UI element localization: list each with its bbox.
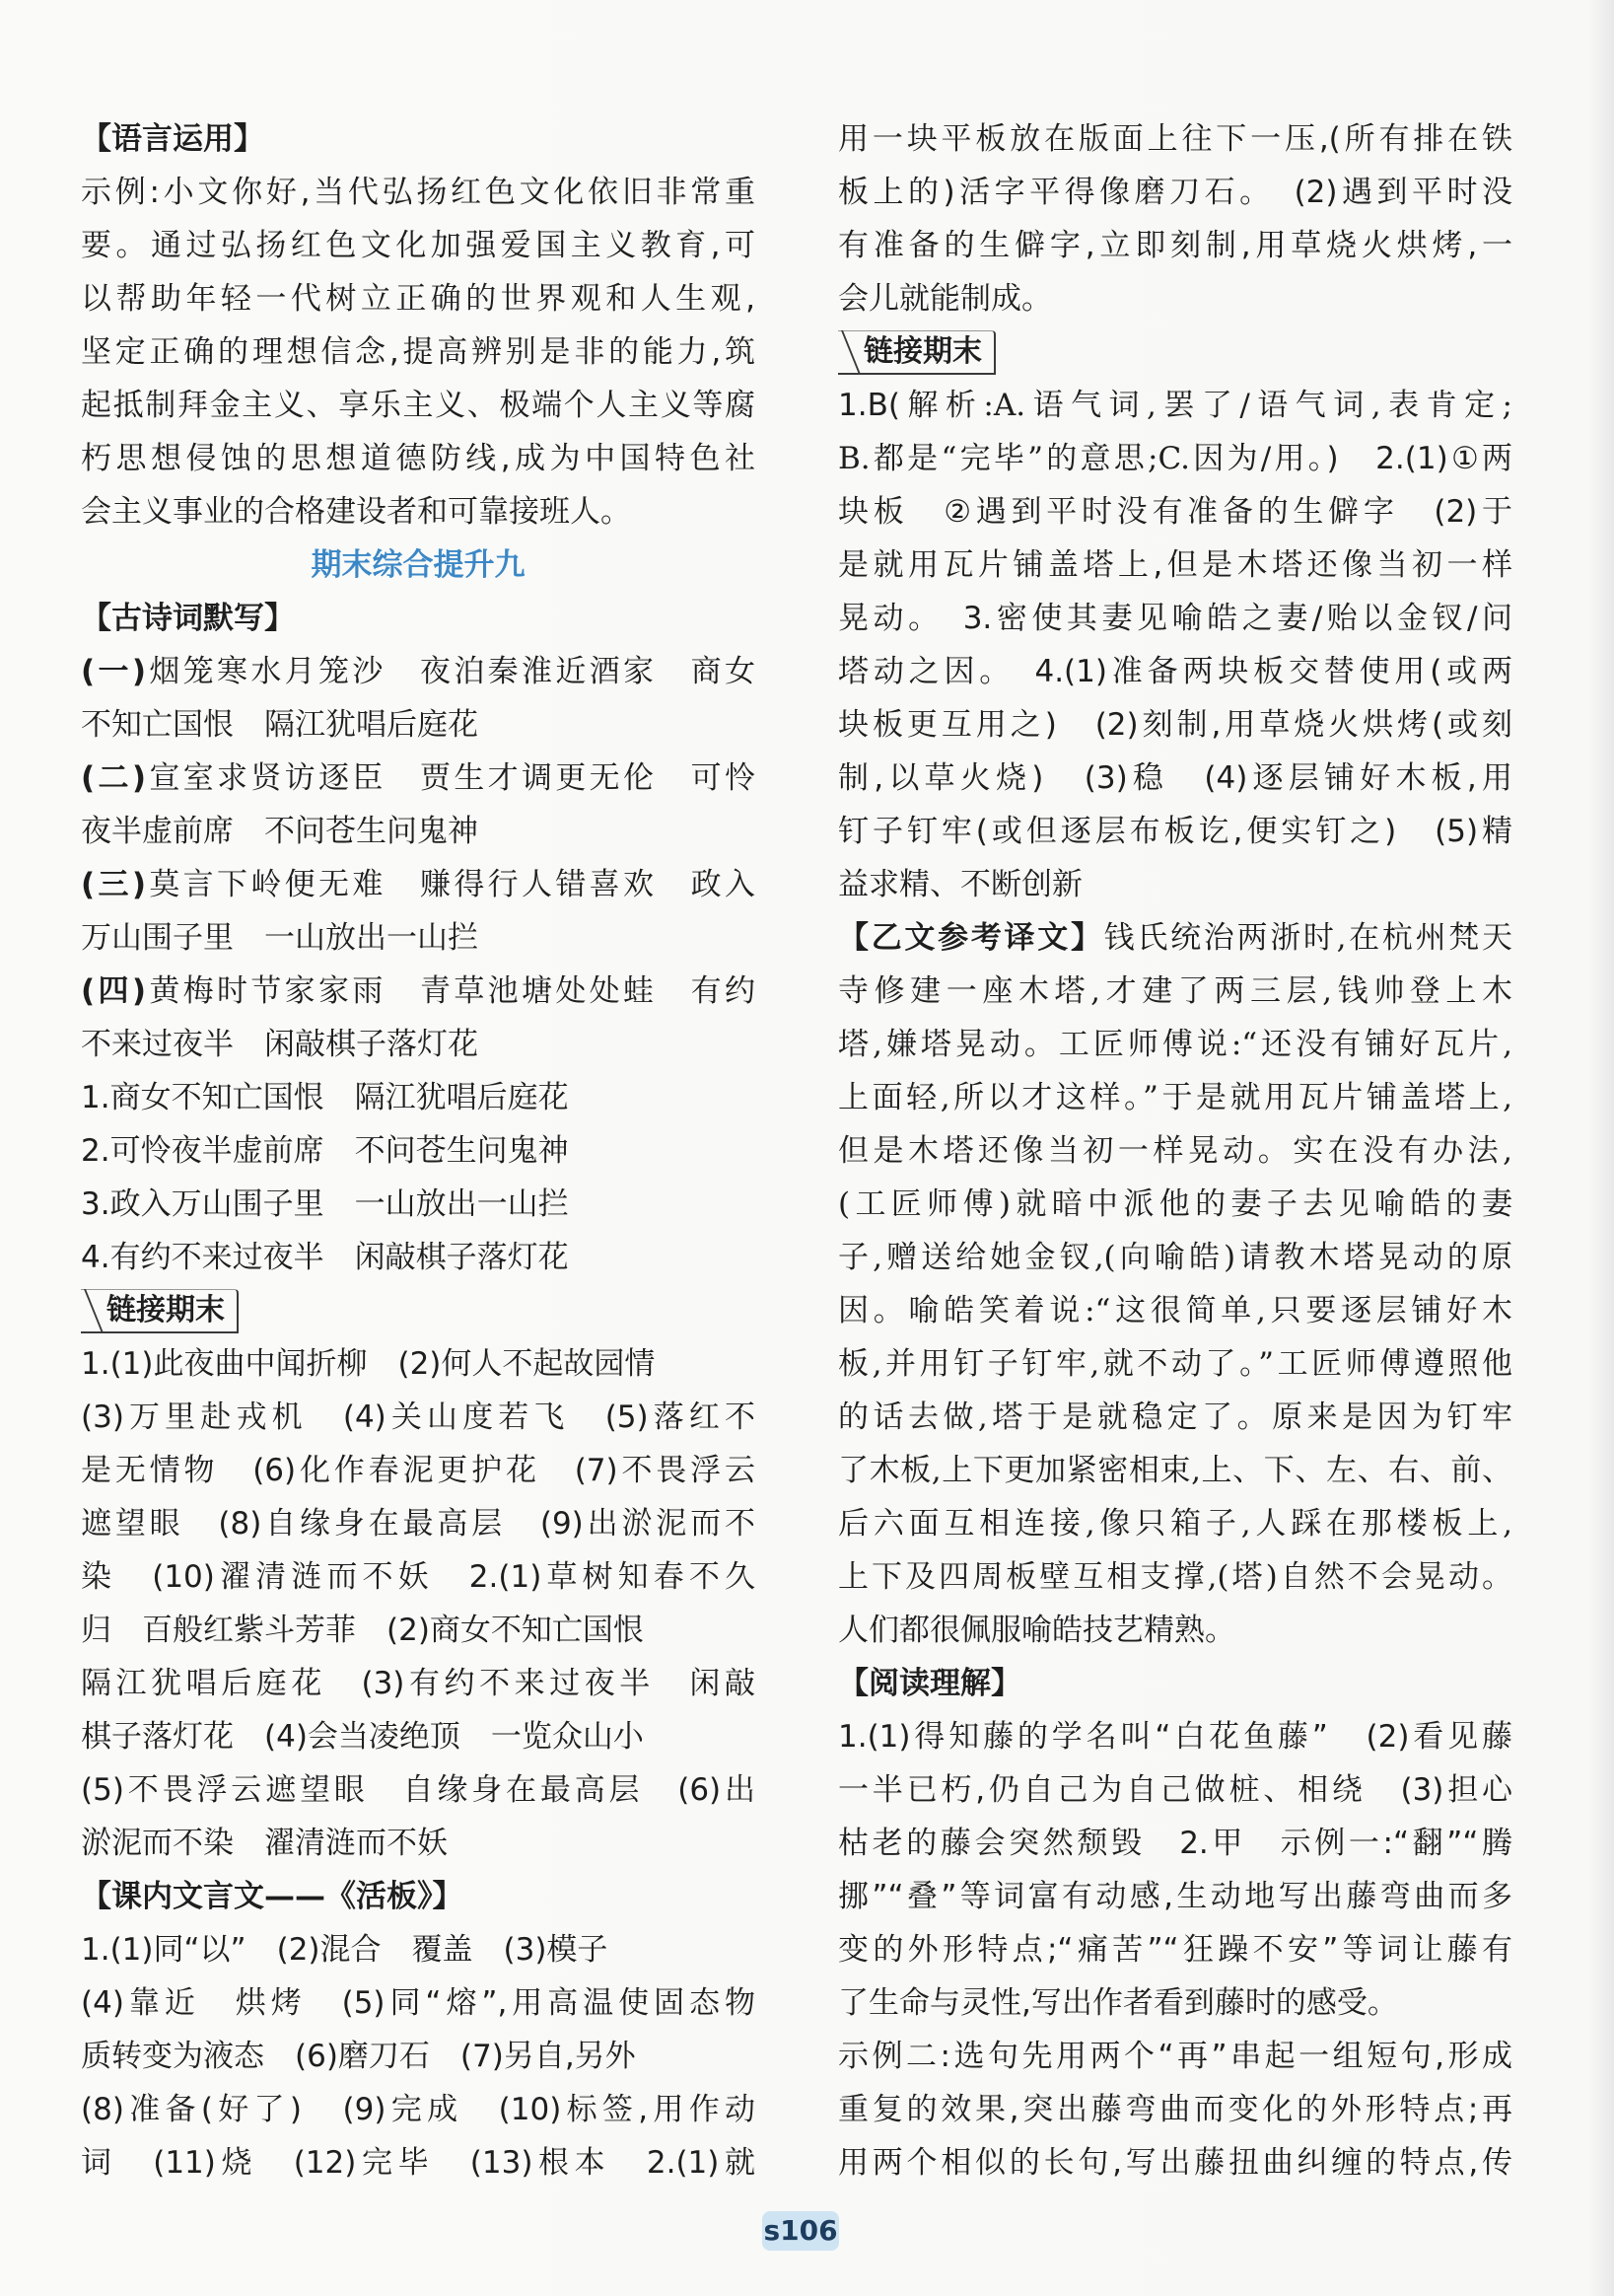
translation-line: 因。喻皓笑着说:“这很简单,只要逐层铺好木 (838, 1293, 1512, 1328)
translation-line: 上下及四周板壁互相支撑,(塔)自然不会晃动。 (838, 1559, 1512, 1595)
analysis-text: 解析:A.语气词,罢了/语气词,表肯定; (899, 388, 1512, 423)
poem-text: 莫言下岭便无难 赚得行人错喜欢 政入 (146, 867, 755, 902)
poem-line (81, 645, 755, 698)
answer-line: 要。通过弘扬红色文化加强爱国主义教育,可 (81, 228, 755, 263)
answer-line: 用一块平板放在版面上往下一压,(所有排在铁 (838, 121, 1512, 157)
poem-text: 宣室求贤访逐臣 贾生才调更无伦 可怜 (146, 760, 755, 796)
answer-line (838, 379, 1512, 432)
translation-line: 了木板,上下更加紧密相束,上、下、左、右、前、 (838, 1453, 1512, 1488)
poem-line (81, 752, 755, 805)
link-exam-row (81, 1284, 755, 1337)
poem-label: (一) (81, 654, 147, 689)
poem-line: 万山围子里 一山放出一山拦 (81, 920, 478, 956)
answer-line: (5)不畏浮云遮望眼 自缘身在最高层 (6)出 (81, 1772, 755, 1808)
answer-line: 1.(1)此夜曲中闻折柳 (2)何人不起故园情 (81, 1346, 656, 1382)
translation-line: 后六面互相连接,像只箱子,人踩在那楼板上, (838, 1506, 1512, 1542)
translation-line: 塔,嫌塔晃动。工匠师傅说:“还没有铺好瓦片, (838, 1027, 1512, 1062)
answer-line: 益求精、不断创新 (838, 867, 1083, 902)
answer-line: 晃动。 3.密使其妻见喻皓之妻/贻以金钗/问 (838, 601, 1512, 636)
answer-line: 淤泥而不染 濯清涟而不妖 (81, 1826, 448, 1861)
left-column (81, 112, 755, 2189)
answer-line: 归 百般红紫斗芳菲 (2)商女不知亡国恨 (81, 1613, 644, 1648)
poem-line (81, 965, 755, 1018)
poem-label: (四) (81, 973, 147, 1009)
translation-line: 子,赠送给她金钗,(向喻皓)请教木塔晃动的原 (838, 1240, 1512, 1275)
translation-line: 人们都很佩服喻皓技艺精熟。 (838, 1613, 1235, 1648)
answer-text: ) 2.(1)①两 (1326, 441, 1512, 476)
section-heading-classical-text: 【课内文言文——《活板》】 (81, 1879, 463, 1914)
link-exam-tag: 链接期末 (81, 1289, 239, 1333)
translation-line: 上面轻,所以才这样。”于是就用瓦片铺盖塔上, (838, 1080, 1512, 1115)
answer-line: 质转变为液态 (6)磨刀石 (7)另自,另外 (81, 2039, 636, 2074)
answer-line: 了生命与灵性,写出作者看到藤时的感受。 (838, 1985, 1398, 2021)
section-heading-reading: 【阅读理解】 (838, 1666, 1021, 1701)
answer-line: 块板 ②遇到平时没有准备的生僻字 (2)于 (838, 494, 1512, 530)
answer-line: 1.(1)得知藤的学名叫“白花鱼藤” (2)看见藤 (838, 1719, 1512, 1755)
answer-line: 示例二:选句先用两个“再”串起一组短句,形成 (838, 2039, 1512, 2074)
answer-line: 3.政入万山围子里 一山放出一山拦 (81, 1186, 569, 1222)
translation-line (838, 911, 1512, 965)
answer-line: 挪”“叠”等词富有动感,生动地写出藤弯曲而多 (838, 1879, 1512, 1914)
answer-line: 1.(1)同“以” (2)混合 覆盖 (3)模子 (81, 1932, 608, 1968)
answer-line: 会主义事业的合格建设者和可靠接班人。 (81, 494, 631, 530)
answer-line: 朽思想侵蚀的思想道德防线,成为中国特色社 (81, 441, 755, 476)
poem-label: (三) (81, 867, 147, 902)
answer-line: 4.有约不来过夜半 闲敲棋子落灯花 (81, 1240, 569, 1275)
page-number: s106 (762, 2211, 839, 2251)
answer-line: 染 (10)濯清涟而不妖 2.(1)草树知春不久 (81, 1559, 755, 1595)
answer-line: 坚定正确的理想信念,提高辨别是非的能力,筑 (81, 334, 755, 370)
answer-line: 有准备的生僻字,立即刻制,用草烧火烘烤,一 (838, 228, 1512, 263)
answer-line: 变的外形特点;“痛苦”“狂躁不安”等词让藤有 (838, 1932, 1512, 1968)
answer-line: 起抵制拜金主义、享乐主义、极端个人主义等腐 (81, 388, 755, 423)
answer-line: (8)准备(好了) (9)完成 (10)标签,用作动 (81, 2092, 755, 2127)
poem-line: 不知亡国恨 隔江犹唱后庭花 (81, 707, 478, 743)
answer-line: 制,以草火烧) (3)稳 (4)逐层铺好木板,用 (838, 760, 1512, 796)
link-exam-tag: 链接期末 (838, 330, 996, 375)
answer-line: 1.商女不知亡国恨 隔江犹唱后庭花 (81, 1080, 569, 1115)
answer-line: 块板更互用之) (2)刻制,用草烧火烘烤(或刻 (838, 707, 1512, 743)
poem-line: 夜半虚前席 不问苍生问鬼神 (81, 814, 478, 849)
poem-text: 烟笼寒水月笼沙 夜泊秦淮近酒家 商女 (146, 654, 755, 689)
translation-line: 板,并用钉子钉牢,就不动了。”工匠师傅遵照他 (838, 1346, 1512, 1382)
answer-line: (4)靠近 烘烤 (5)同“熔”,用高温使固态物 (81, 1985, 755, 2021)
translation-line: 但是木塔还像当初一样晃动。实在没有办法, (838, 1133, 1512, 1169)
answer-line: 用两个相似的长句,写出藤扭曲纠缠的特点,传 (838, 2145, 1512, 2181)
answer-line: 塔动之因。 4.(1)准备两块板交替使用(或两 (838, 654, 1512, 689)
section-heading-poetry: 【古诗词默写】 (81, 601, 295, 636)
translation-line: (工匠师傅)就暗中派他的妻子去见喻皓的妻 (838, 1186, 1512, 1222)
translation-text: 钱氏统治两浙时,在杭州梵天 (1103, 920, 1512, 956)
answer-line: 是无情物 (6)化作春泥更护花 (7)不畏浮云 (81, 1453, 755, 1488)
poem-label: (二) (81, 760, 147, 796)
answer-line: 重复的效果,突出藤弯曲而变化的外形特点;再 (838, 2092, 1512, 2127)
answer-line: 钉子钉牢(或但逐层布板讫,便实钉之) (5)精 (838, 814, 1512, 849)
poem-text: 黄梅时节家家雨 青草池塘处处蛙 有约 (146, 973, 755, 1009)
answer-line: 2.可怜夜半虚前席 不问苍生问鬼神 (81, 1133, 569, 1169)
unit-title: 期末综合提升九 (311, 547, 526, 583)
answer-number: 1.B( (838, 388, 900, 423)
answer-line: 棋子落灯花 (4)会当凌绝顶 一览众山小 (81, 1719, 644, 1755)
answer-line (838, 432, 1512, 485)
poem-line: 不来过夜半 闲敲棋子落灯花 (81, 1027, 478, 1062)
answer-line: 一半已朽,仍自己为自己做桩、相绕 (3)担心 (838, 1772, 1512, 1808)
right-column (838, 112, 1512, 2189)
poem-line (81, 858, 755, 911)
answer-line: 遮望眼 (8)自缘身在最高层 (9)出淤泥而不 (81, 1506, 755, 1542)
answer-line: 枯老的藤会突然颓毁 2.甲 示例一:“翻”“腾 (838, 1826, 1512, 1861)
answer-line: 示例:小文你好,当代弘扬红色文化依旧非常重 (81, 175, 755, 210)
answer-line: 会儿就能制成。 (838, 281, 1052, 317)
analysis-text: B.都是“完毕”的意思;C.因为/用。 (838, 441, 1327, 476)
translation-line: 寺修建一座木塔,才建了两三层,钱帅登上木 (838, 973, 1512, 1009)
section-heading-translation: 【乙文参考译文】 (838, 920, 1104, 956)
answer-line: 以帮助年轻一代树立正确的世界观和人生观, (81, 281, 755, 317)
link-exam-row (838, 325, 1512, 379)
answer-line: 是就用瓦片铺盖塔上,但是木塔还像当初一样 (838, 547, 1512, 583)
answer-line: 板上的)活字平得像磨刀石。 (2)遇到平时没 (838, 175, 1512, 210)
answer-line: 隔江犹唱后庭花 (3)有约不来过夜半 闲敲 (81, 1666, 755, 1701)
answer-line: 词 (11)烧 (12)完毕 (13)根本 2.(1)就 (81, 2145, 755, 2181)
translation-line: 的话去做,塔于是就稳定了。原来是因为钉牢 (838, 1399, 1512, 1435)
section-heading-language-use: 【语言运用】 (81, 121, 264, 157)
answer-line: (3)万里赴戎机 (4)关山度若飞 (5)落红不 (81, 1399, 755, 1435)
